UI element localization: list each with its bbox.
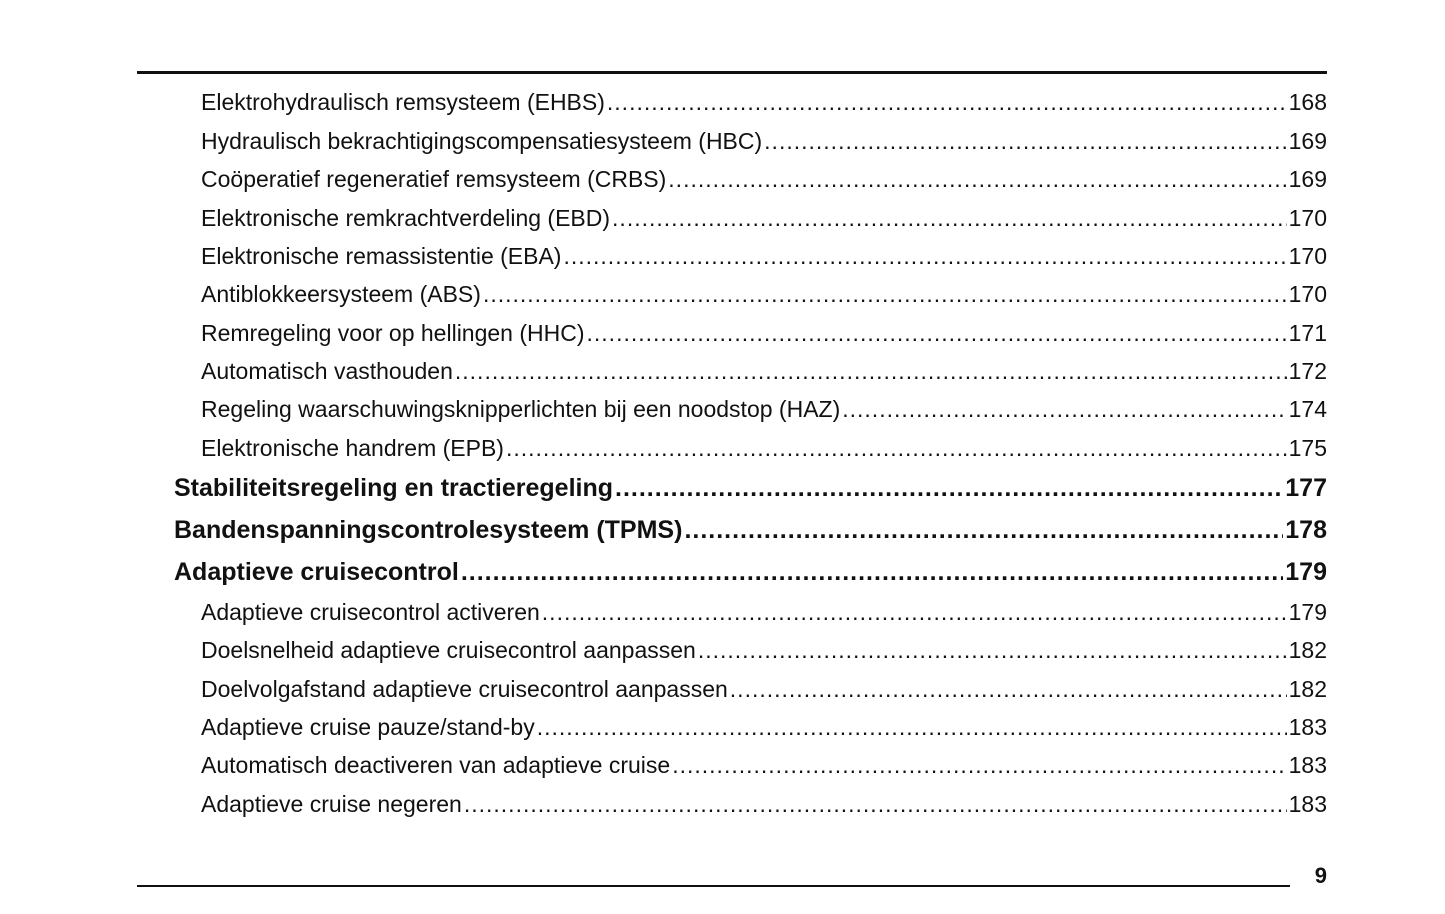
toc-entry-page: 172 bbox=[1288, 358, 1327, 384]
toc-entry-page: 169 bbox=[1288, 128, 1327, 154]
toc-entry-title: Bandenspanningscontrolesysteem (TPMS) bbox=[174, 516, 683, 544]
toc-leader-dots bbox=[607, 89, 1287, 116]
toc-entry-page: 174 bbox=[1288, 396, 1327, 422]
toc-leader-dots bbox=[542, 599, 1287, 626]
toc-leader-dots bbox=[698, 637, 1287, 664]
toc-leader-dots bbox=[615, 474, 1283, 503]
toc-entry[interactable] bbox=[201, 281, 1327, 308]
toc-entry[interactable] bbox=[201, 205, 1327, 232]
toc-entry-title: Coöperatief regeneratief remsysteem (CRBS) bbox=[201, 166, 667, 192]
toc-leader-dots bbox=[483, 281, 1287, 308]
toc-leader-dots bbox=[464, 791, 1287, 818]
toc-entry-page: 183 bbox=[1288, 752, 1327, 778]
toc-entry-title: Stabiliteitsregeling en tractieregeling bbox=[174, 474, 614, 502]
toc-entry[interactable] bbox=[201, 676, 1327, 703]
toc-entry[interactable] bbox=[201, 637, 1327, 664]
toc-entry-title: Hydraulisch bekrachtigingscompensatiesysteem (HBC) bbox=[201, 128, 763, 154]
toc-entry-page: 175 bbox=[1288, 435, 1327, 461]
toc-entry-title: Automatisch vasthouden bbox=[201, 358, 453, 384]
toc-leader-dots bbox=[684, 516, 1283, 545]
toc-entry[interactable] bbox=[201, 166, 1327, 193]
toc-entry-title: Automatisch deactiveren van adaptieve cruise bbox=[201, 752, 671, 778]
toc-entry-page: 179 bbox=[1288, 599, 1327, 625]
toc-entry[interactable] bbox=[201, 128, 1327, 155]
toc-entry-page: 179 bbox=[1285, 558, 1327, 586]
toc-entry-title: Adaptieve cruise negeren bbox=[201, 791, 462, 817]
toc-entry[interactable] bbox=[201, 791, 1327, 818]
toc-entry[interactable] bbox=[201, 752, 1327, 779]
footer-divider bbox=[137, 885, 1290, 887]
toc-entry-page: 183 bbox=[1288, 791, 1327, 817]
toc-entry[interactable] bbox=[201, 714, 1327, 741]
toc-section-entry[interactable] bbox=[174, 558, 1327, 587]
toc-entry-title: Doelvolgafstand adaptieve cruisecontrol aanpassen bbox=[201, 676, 728, 702]
toc-entry-page: 171 bbox=[1288, 320, 1327, 346]
toc-entry[interactable] bbox=[201, 243, 1327, 270]
top-divider bbox=[137, 71, 1327, 74]
toc-entry-page: 169 bbox=[1288, 166, 1327, 192]
toc-leader-dots bbox=[461, 558, 1283, 587]
toc-leader-dots bbox=[563, 243, 1286, 270]
toc-entry[interactable] bbox=[201, 599, 1327, 626]
toc-entry-title: Elektrohydraulisch remsysteem (EHBS) bbox=[201, 89, 605, 115]
toc-entry-page: 170 bbox=[1288, 281, 1327, 307]
toc-entry-page: 170 bbox=[1288, 243, 1327, 269]
toc-leader-dots bbox=[537, 714, 1287, 741]
toc-entry-title: Elektronische handrem (EPB) bbox=[201, 435, 504, 461]
toc-entry-title: Doelsnelheid adaptieve cruisecontrol aanpassen bbox=[201, 637, 696, 663]
toc-entry-title: Adaptieve cruisecontrol activeren bbox=[201, 599, 540, 625]
toc-leader-dots bbox=[764, 128, 1286, 155]
toc-entry-title: Antiblokkeersysteem (ABS) bbox=[201, 281, 481, 307]
toc-entry-page: 170 bbox=[1288, 205, 1327, 231]
toc-entry-title: Elektronische remassistentie (EBA) bbox=[201, 243, 562, 269]
toc-entry-title: Remregeling voor op hellingen (HHC) bbox=[201, 320, 585, 346]
toc-entry-page: 177 bbox=[1285, 474, 1327, 502]
page-number: 9 bbox=[1314, 863, 1327, 888]
toc-entry-page: 183 bbox=[1288, 714, 1327, 740]
toc-leader-dots bbox=[612, 205, 1287, 232]
toc-leader-dots bbox=[842, 396, 1286, 423]
toc-entry-title: Elektronische remkrachtverdeling (EBD) bbox=[201, 205, 611, 231]
toc-section-entry[interactable] bbox=[174, 474, 1327, 503]
toc-leader-dots bbox=[506, 435, 1287, 462]
toc-entry-page: 182 bbox=[1288, 676, 1327, 702]
toc-entry-page: 178 bbox=[1285, 516, 1327, 544]
toc-leader-dots bbox=[587, 320, 1287, 347]
toc-entry[interactable] bbox=[201, 396, 1327, 423]
toc-entry[interactable] bbox=[201, 89, 1327, 116]
toc-leader-dots bbox=[730, 676, 1287, 703]
toc-entry-title: Regeling waarschuwingsknipperlichten bij een noodstop (HAZ) bbox=[201, 396, 841, 422]
toc-leader-dots bbox=[455, 358, 1287, 385]
toc-entry[interactable] bbox=[201, 435, 1327, 462]
toc-entry[interactable] bbox=[201, 358, 1327, 385]
toc-entry-page: 182 bbox=[1288, 637, 1327, 663]
toc-entry-page: 168 bbox=[1288, 89, 1327, 115]
toc-leader-dots bbox=[672, 752, 1286, 779]
toc-entry-title: Adaptieve cruisecontrol bbox=[174, 558, 459, 586]
toc-leader-dots bbox=[668, 166, 1286, 193]
toc-section-entry[interactable] bbox=[174, 516, 1327, 545]
toc-entry-title: Adaptieve cruise pauze/stand-by bbox=[201, 714, 535, 740]
toc-entry[interactable] bbox=[201, 320, 1327, 347]
